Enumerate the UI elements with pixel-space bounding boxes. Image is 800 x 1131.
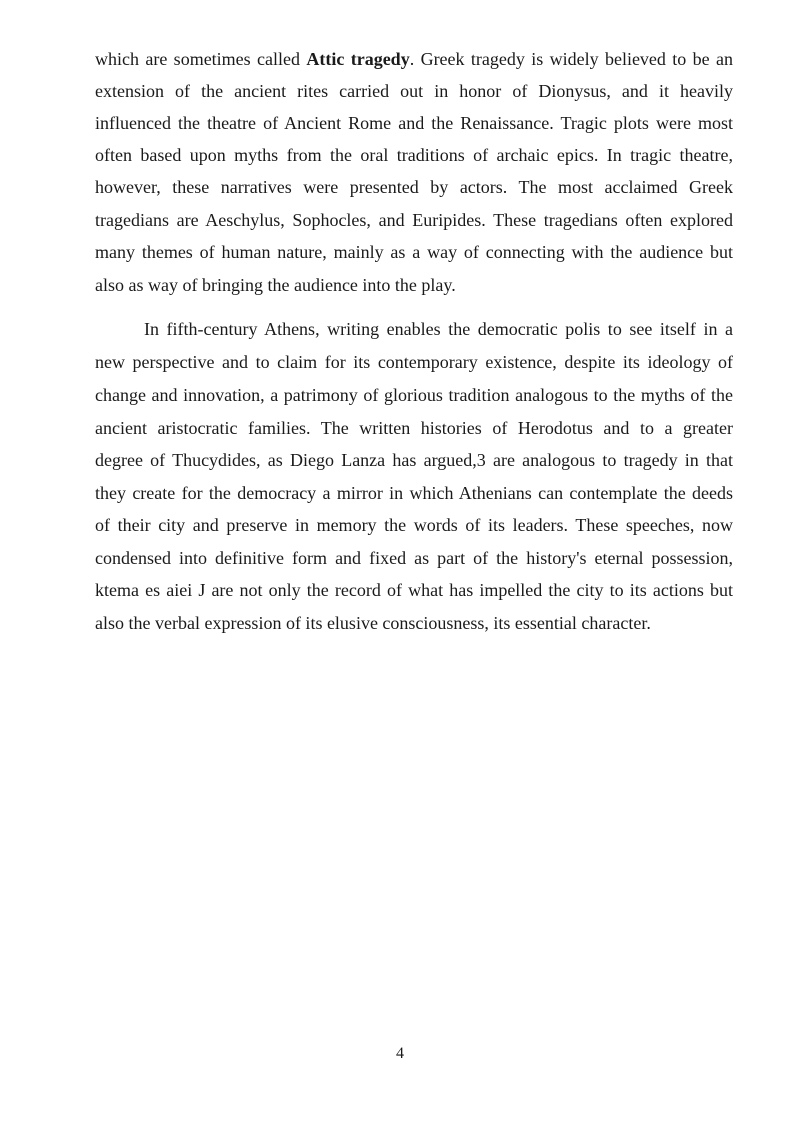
paragraph-line: change and innovation, a patrimony of glorious tradition analogous to the myths of the xyxy=(95,385,733,405)
paragraph-line: also the verbal expression of its elusive consciousness, its essential character. xyxy=(95,613,651,633)
paragraph-line: degree of Thucydides, as Diego Lanza has argued,3 are analogous to tragedy in that xyxy=(95,450,733,470)
paragraph-line: of their city and preserve in memory the words of its leaders. These speeches, now xyxy=(95,515,733,535)
paragraph-line: In fifth-century Athens, writing enables the democratic polis to see itself in a xyxy=(144,319,733,339)
line-text: . Greek tragedy is widely believed to be an xyxy=(409,49,733,69)
bold-term: Attic tragedy xyxy=(306,49,410,69)
line-text: which are sometimes called xyxy=(95,49,307,69)
paragraph-line: also as way of bringing the audience into the play. xyxy=(95,275,456,295)
paragraph-line: ancient aristocratic families. The written histories of Herodotus and to a greater xyxy=(95,418,733,438)
paragraph-line: ktema es aiei J are not only the record of what has impelled the city to its actions but xyxy=(95,580,733,600)
paragraph-line: condensed into definitive form and fixed as part of the history's eternal possession, xyxy=(95,548,733,568)
paragraph-line: however, these narratives were presented by actors. The most acclaimed Greek xyxy=(95,177,733,197)
paragraph-line: new perspective and to claim for its contemporary existence, despite its ideology of xyxy=(95,352,733,372)
paragraph-line: influenced the theatre of Ancient Rome and the Renaissance. Tragic plots were most xyxy=(95,113,733,133)
paragraph-line: they create for the democracy a mirror in which Athenians can contemplate the deeds xyxy=(95,483,733,503)
paragraph-line: extension of the ancient rites carried out in honor of Dionysus, and it heavily xyxy=(95,81,733,101)
paragraph-line: many themes of human nature, mainly as a way of connecting with the audience but xyxy=(95,242,733,262)
paragraph-line xyxy=(95,47,733,71)
paragraph-line: often based upon myths from the oral traditions of archaic epics. In tragic theatre, xyxy=(95,145,733,165)
paragraph-line: tragedians are Aeschylus, Sophocles, and Euripides. These tragedians often explored xyxy=(95,210,733,230)
page-number: 4 xyxy=(396,1045,404,1062)
